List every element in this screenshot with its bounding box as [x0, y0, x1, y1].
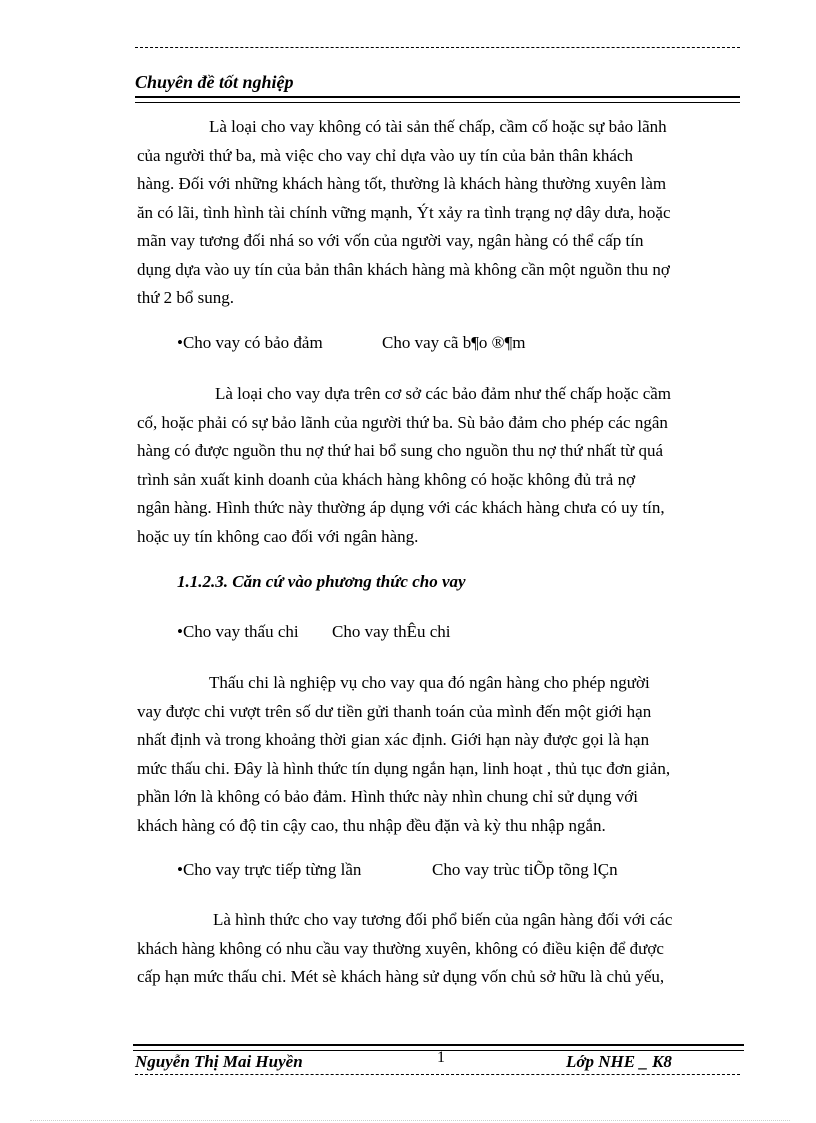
paragraph-overdraft [137, 669, 738, 840]
text-line: thứ 2 bổ sung. [137, 288, 235, 307]
text-line: nhất định và trong khoảng thời gian xác định. Giới hạn này được gọi là hạn [137, 730, 650, 749]
text-line: ngân hàng. Hình thức này thường áp dụng với các khách hàng chưa có uy tín, [137, 498, 665, 517]
bullet-label: •Cho vay trực tiếp từng lần [177, 860, 362, 879]
text-line: cấp hạn mức thấu chi. Mét sè khách hàng sử dụng vốn chủ sở hữu là chủ yếu, [137, 967, 665, 986]
text-line: của người thứ ba, mà việc cho vay chỉ dựa vào uy tín của bản thân khách [137, 145, 633, 165]
text-line: mãn vay tương đối nhá so với vốn của người vay, ngân hàng có thể cấp tín [137, 231, 644, 250]
text-line: hàng có được nguồn thu nợ thứ hai bổ sung cho nguồn thu nợ thứ nhất từ quá [137, 441, 664, 460]
bullet-overdraft [177, 622, 451, 642]
text-line: Là loại cho vay dựa trên cơ sở các bảo đảm như thế chấp hoặc cầm [215, 384, 672, 403]
bullet-legacy-text: Cho vay thÊu chi [332, 622, 451, 641]
footer-bottom-dashed-rule [135, 1074, 740, 1075]
bullet-legacy-text: Cho vay trùc tiÕp tõng lÇn [432, 860, 618, 879]
footer-class-label: Lớp NHE _ K8 [566, 1052, 672, 1071]
text-line: Là hình thức cho vay tương đối phổ biến của ngân hàng đối với các [213, 910, 673, 929]
text-line: hàng. Đối với những khách hàng tốt, thường là khách hàng thường xuyên làm [137, 174, 667, 193]
paragraph-direct-loan [137, 906, 738, 992]
text-line: trình sản xuất kinh doanh của khách hàng không có hoặc không đủ trả nợ [137, 469, 636, 489]
bullet-direct-loan [177, 860, 618, 880]
text-line: mức thấu chi. Đây là hình thức tín dụng ngắn hạn, linh hoạt , thủ tục đơn giản, [137, 758, 671, 778]
text-line: Là loại cho vay không có tài sản thế chấp, cầm cố hoặc sự bảo lãnh [209, 117, 667, 136]
paragraph-unsecured-loan [137, 113, 738, 313]
footer-page-number: 1 [437, 1049, 445, 1066]
bullet-legacy-text: Cho vay cã b¶o ®¶m [382, 333, 526, 352]
paragraph-secured-loan [137, 380, 738, 551]
text-line: khách hàng không có nhu cầu vay thường xuyên, không có điều kiện để được [137, 938, 664, 958]
page-edge-dotted-rule [30, 1120, 790, 1121]
bullet-label: •Cho vay có bảo đảm [177, 333, 323, 352]
section-heading: 1.1.2.3. Căn cứ vào phương thức cho vay [177, 572, 466, 591]
header-top-dashed-rule [135, 47, 740, 48]
header-title: Chuyên đề tốt nghiệp [135, 72, 294, 92]
text-line: hoặc uy tín không cao đối với ngân hàng. [137, 526, 419, 546]
text-line: ăn có lãi, tình hình tài chính vững mạnh, Ýt xảy ra tình trạng nợ dây dưa, hoặc [137, 202, 671, 222]
bullet-secured-loan [177, 333, 526, 353]
text-line: cố, hoặc phải có sự bảo lãnh của người thứ ba. Sù bảo đảm cho phép các ngân [137, 412, 668, 432]
text-line: khách hàng có độ tin cậy cao, thu nhập đều đặn và kỳ thu nhập ngắn. [137, 815, 606, 835]
bullet-label: •Cho vay thấu chi [177, 622, 299, 641]
text-line: Thấu chi là nghiệp vụ cho vay qua đó ngân hàng cho phép người [209, 673, 650, 692]
text-line: vay được chi vượt trên số dư tiền gửi thanh toán của mình đến một giới hạn [137, 701, 652, 721]
header-double-rule [135, 96, 740, 103]
text-line: phần lớn là không có bảo đảm. Hình thức này nhìn chung chỉ sử dụng với [137, 787, 638, 806]
footer-author: Nguyễn Thị Mai Huyền [135, 1052, 303, 1071]
text-line: dụng dựa vào uy tín của bản thân khách hàng mà không cần một nguồn thu nợ [137, 259, 670, 279]
